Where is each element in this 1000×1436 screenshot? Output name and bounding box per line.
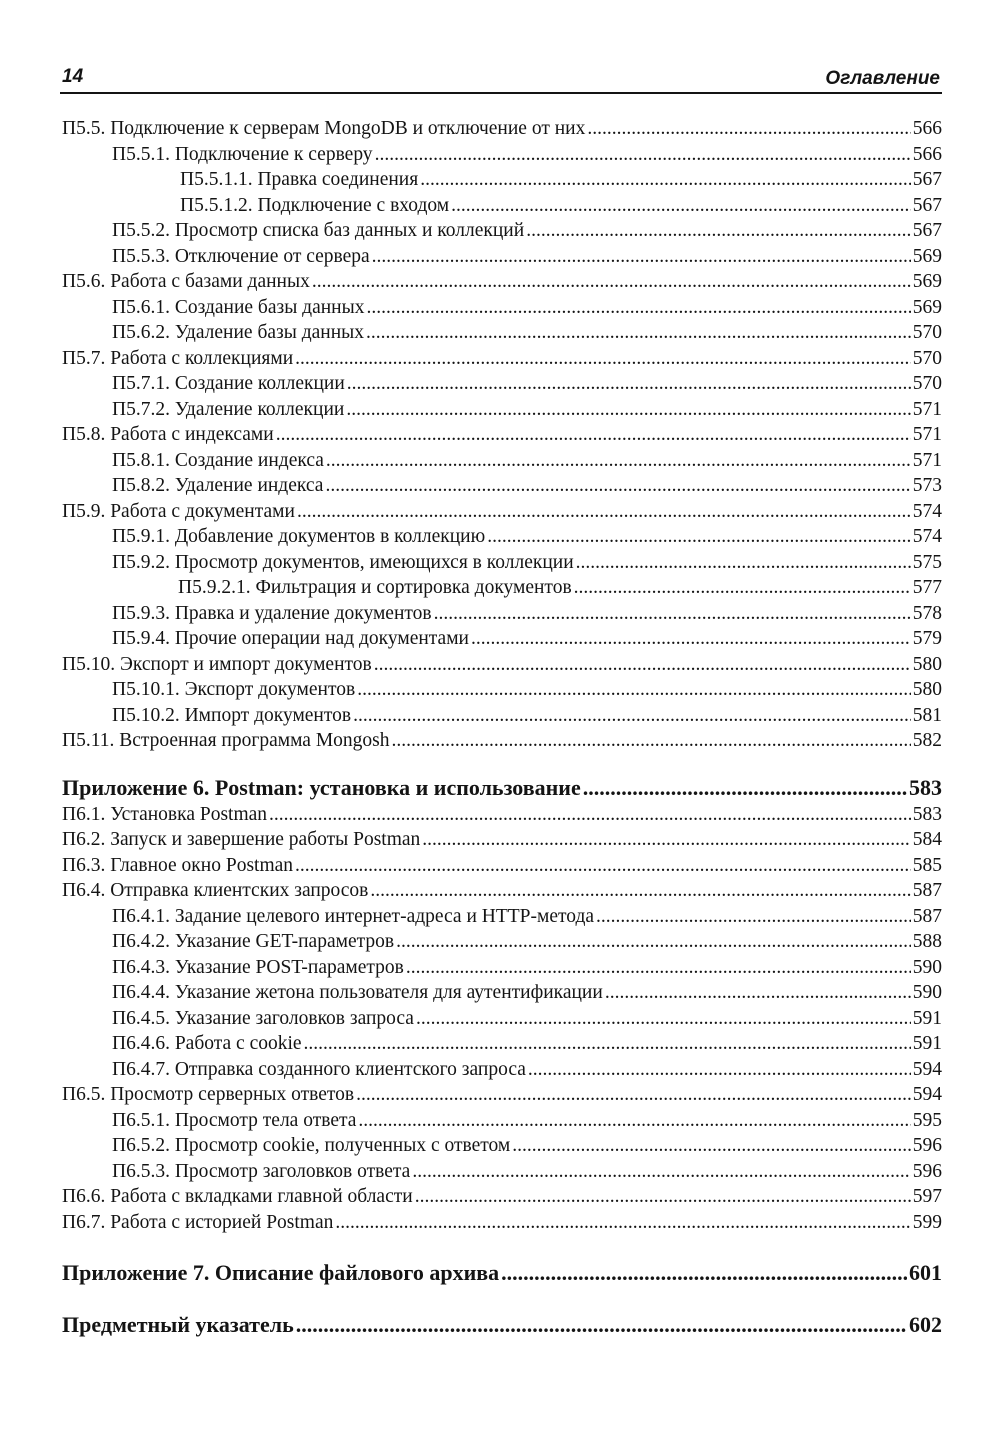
leader-dots (356, 1082, 911, 1108)
toc-entry-label: П5.5.1.1. Правка соединения (180, 169, 419, 190)
toc-entry-page: 570 (912, 373, 942, 394)
toc-entry-label: П5.10. Экспорт и импорт документов (62, 653, 372, 675)
toc-entry-label: П5.5.1. Подключение к серверу (112, 143, 373, 165)
leader-dots (406, 955, 911, 981)
toc-entry-page: 591 (912, 1033, 942, 1054)
toc-entry-label: П6.7. Работа с историей Postman (62, 1211, 334, 1233)
toc-entry-label: П6.5.1. Просмотр тела ответа (112, 1109, 357, 1131)
leader-dots (353, 703, 911, 729)
toc-entry-page: 583 (909, 774, 942, 800)
leader-dots (392, 728, 911, 754)
toc-entry-page: 597 (912, 1186, 942, 1207)
leader-dots (297, 499, 911, 525)
leader-dots (501, 1259, 907, 1287)
leader-dots (366, 320, 911, 346)
leader-dots (295, 346, 911, 372)
leader-dots (412, 1159, 910, 1185)
toc-entry[interactable] (62, 1184, 942, 1210)
toc-entry-page: 591 (912, 1007, 942, 1029)
leader-dots (304, 1031, 911, 1057)
toc-entry[interactable] (62, 878, 942, 904)
leader-dots (416, 1006, 911, 1032)
leader-dots (276, 422, 911, 448)
toc-entry-page: 590 (912, 956, 942, 978)
toc-entry[interactable] (62, 626, 942, 652)
toc-entry-label: П6.4.6. Работа с cookie (112, 1033, 302, 1054)
toc-entry-page: 596 (912, 1135, 942, 1156)
toc-entry-page: 582 (912, 730, 942, 751)
toc-entry-label: П5.9.3. Правка и удаление документов (112, 602, 432, 624)
toc-section-p5 (62, 116, 942, 754)
toc-entry-page: 577 (912, 577, 942, 598)
leader-dots (415, 1184, 911, 1210)
toc-entry[interactable] (62, 955, 942, 981)
leader-dots (312, 269, 911, 295)
toc-entry-page: 595 (912, 1109, 942, 1131)
toc-section-p6 (62, 802, 942, 1236)
toc-entry-page: 590 (912, 982, 942, 1003)
toc-entry[interactable] (62, 703, 942, 729)
toc-entry-page: 569 (912, 296, 942, 318)
leader-dots (347, 371, 911, 397)
toc-entry-label: П5.9.4. Прочие операции над документами (112, 628, 469, 649)
toc-entry-label: П5.10.2. Импорт документов (112, 704, 352, 726)
toc-entry[interactable] (62, 448, 942, 474)
toc-entry[interactable] (62, 295, 942, 321)
toc-entry[interactable] (62, 904, 942, 930)
toc-entry-label: П6.2. Запуск и завершение работы Postman (62, 829, 421, 850)
page-number: 14 (62, 66, 84, 87)
toc-entry[interactable] (62, 167, 942, 193)
leader-dots (605, 980, 911, 1006)
table-of-contents (62, 116, 942, 1339)
leader-dots (366, 295, 910, 321)
toc-entry[interactable] (62, 473, 942, 499)
leader-dots (512, 1133, 911, 1159)
leader-dots (295, 853, 911, 879)
running-title: Оглавление (825, 68, 940, 89)
leader-dots (420, 167, 911, 193)
toc-entry-label: П6.4.1. Задание целевого интернет-адреса и HTTP-метода (112, 905, 595, 927)
toc-entry-label: П6.3. Главное окно Postman (62, 854, 294, 876)
toc-entry-page: 583 (912, 803, 942, 825)
toc-entry-page: 596 (912, 1160, 942, 1182)
toc-entry-page: 569 (912, 245, 942, 267)
leader-dots (335, 1210, 910, 1236)
toc-appendix-6[interactable] (62, 774, 942, 802)
toc-entry-page: 594 (912, 1084, 942, 1105)
toc-entry-label: П6.4.4. Указание жетона пользователя для аутентификации (112, 982, 603, 1003)
toc-entry-label: П5.9.2. Просмотр документов, имеющихся в коллекции (112, 551, 574, 573)
toc-entry[interactable] (62, 142, 942, 168)
toc-entry-label: Приложение 6. Postman: установка и использование (62, 774, 581, 800)
toc-entry[interactable] (62, 1159, 942, 1185)
toc-entry-page: 594 (912, 1058, 942, 1080)
leader-dots (528, 1057, 911, 1083)
leader-dots (574, 575, 911, 601)
leader-dots (451, 193, 911, 219)
leader-dots (587, 116, 910, 142)
toc-entry[interactable] (62, 550, 942, 576)
toc-entry[interactable] (62, 1082, 942, 1108)
toc-entry-label: П5.7. Работа с коллекциями (62, 347, 294, 369)
toc-entry-page: 584 (912, 829, 942, 850)
toc-entry-label: П5.9.2.1. Фильтрация и сортировка документов (178, 577, 572, 598)
toc-entry-page: 581 (912, 704, 942, 726)
leader-dots (357, 677, 911, 703)
toc-entry-page: 566 (912, 118, 942, 139)
toc-entry[interactable] (62, 728, 942, 754)
toc-entry[interactable] (62, 193, 942, 219)
toc-entry-page: 587 (912, 905, 942, 927)
toc-entry-page: 599 (912, 1211, 942, 1233)
leader-dots (596, 904, 911, 930)
toc-entry-label: П5.7.1. Создание коллекции (112, 373, 345, 394)
toc-entry[interactable] (62, 346, 942, 372)
toc-entry-page: 580 (912, 679, 942, 700)
toc-entry[interactable] (62, 1057, 942, 1083)
leader-dots (471, 626, 911, 652)
toc-entry-label: П6.4.3. Указание POST-параметров (112, 956, 404, 978)
leader-dots (326, 448, 911, 474)
leader-dots (526, 218, 911, 244)
toc-entry[interactable] (62, 499, 942, 525)
page-header (60, 62, 942, 94)
leader-dots (358, 1108, 910, 1134)
toc-entry-label: П6.4.5. Указание заголовков запроса (112, 1007, 414, 1029)
toc-entry-page: 570 (912, 347, 942, 369)
toc-entry-label: П5.5. Подключение к серверам MongoDB и отключение от них (62, 118, 586, 139)
toc-entry[interactable] (62, 929, 942, 955)
toc-entry[interactable] (62, 1108, 942, 1134)
toc-entry-page: 567 (912, 220, 942, 241)
leader-dots (374, 652, 911, 678)
toc-entry[interactable] (62, 827, 942, 853)
toc-entry-page: 569 (912, 271, 942, 292)
toc-entry-label: Предметный указатель (62, 1312, 294, 1337)
toc-entry-page: 570 (912, 322, 942, 343)
leader-dots (269, 802, 911, 828)
toc-entry[interactable] (62, 980, 942, 1006)
toc-entry[interactable] (62, 1031, 942, 1057)
toc-entry[interactable] (62, 524, 942, 550)
toc-entry[interactable] (62, 397, 942, 423)
toc-entry-page: 578 (912, 602, 942, 624)
toc-entry[interactable] (62, 652, 942, 678)
leader-dots (346, 397, 910, 423)
toc-entry-label: П5.8. Работа с индексами (62, 424, 274, 445)
toc-entry-label: П5.6.1. Создание базы данных (112, 296, 365, 318)
toc-entry[interactable] (62, 371, 942, 397)
toc-entry-page: 567 (912, 194, 942, 216)
toc-entry-page: 571 (912, 398, 942, 420)
toc-entry[interactable] (62, 575, 942, 601)
leader-dots (372, 244, 911, 270)
toc-entry[interactable] (62, 802, 942, 828)
toc-entry-label: П5.10.1. Экспорт документов (112, 679, 356, 700)
toc-entry-label: П6.4.7. Отправка созданного клиентского запроса (112, 1058, 526, 1080)
toc-entry[interactable] (62, 269, 942, 295)
toc-entry[interactable] (62, 320, 942, 346)
toc-entry-page: 567 (912, 169, 942, 190)
toc-entry[interactable] (62, 422, 942, 448)
toc-entry-label: П5.7.2. Удаление коллекции (112, 398, 345, 420)
toc-entry-page: 574 (912, 500, 942, 522)
toc-entry-label: П6.1. Установка Postman (62, 803, 268, 825)
toc-entry-label: П5.6.2. Удаление базы данных (112, 322, 364, 343)
toc-entry-page: 588 (912, 931, 942, 952)
toc-entry-label: П5.9. Работа с документами (62, 500, 295, 522)
toc-entry-page: 566 (912, 143, 942, 165)
toc-entry-label: П5.8.2. Удаление индекса (112, 475, 324, 496)
toc-entry-page: 571 (912, 424, 942, 445)
toc-entry-label: П5.6. Работа с базами данных (62, 271, 310, 292)
leader-dots (434, 601, 911, 627)
toc-entry-label: П6.6. Работа с вкладками главной области (62, 1186, 413, 1207)
toc-entry-label: П6.5.2. Просмотр cookie, полученных с ответом (112, 1135, 511, 1156)
leader-dots (296, 1311, 907, 1339)
toc-entry-page: 579 (912, 628, 942, 649)
toc-entry[interactable] (62, 244, 942, 270)
toc-entry-label: Приложение 7. Описание файлового архива (62, 1260, 500, 1285)
leader-dots (487, 524, 911, 550)
toc-entry[interactable] (62, 1006, 942, 1032)
toc-entry-page: 574 (912, 526, 942, 547)
toc-entry-label: П5.5.1.2. Подключение с входом (180, 194, 450, 216)
toc-entry[interactable] (62, 601, 942, 627)
toc-entry-label: П5.5.2. Просмотр списка баз данных и коллекций (112, 220, 525, 241)
toc-entry[interactable] (62, 1133, 942, 1159)
toc-entry-label: П5.11. Встроенная программа Mongosh (62, 730, 390, 751)
toc-entry[interactable] (62, 116, 942, 142)
toc-entry-page: 571 (912, 449, 942, 471)
toc-entry[interactable] (62, 1210, 942, 1236)
leader-dots (370, 878, 910, 904)
toc-entry-page: 585 (912, 854, 942, 876)
toc-entry[interactable] (62, 853, 942, 879)
toc-entry[interactable] (62, 677, 942, 703)
toc-entry-label: П6.5. Просмотр серверных ответов (62, 1084, 355, 1105)
toc-entry-page: 602 (909, 1312, 942, 1337)
toc-entry-page: 573 (912, 475, 942, 496)
toc-entry-page: 601 (909, 1260, 942, 1285)
leader-dots (583, 774, 907, 802)
leader-dots (576, 550, 911, 576)
toc-entry-page: 587 (912, 880, 942, 901)
toc-entry-label: П6.5.3. Просмотр заголовков ответа (112, 1160, 411, 1182)
toc-entry-page: 575 (912, 551, 942, 573)
toc-entry-label: П6.4. Отправка клиентских запросов (62, 880, 369, 901)
leader-dots (396, 929, 911, 955)
toc-entry-label: П6.4.2. Указание GET-параметров (112, 931, 395, 952)
leader-dots (375, 142, 911, 168)
leader-dots (325, 473, 910, 499)
toc-entry-page: 580 (912, 653, 942, 675)
toc-entry-label: П5.5.3. Отключение от сервера (112, 245, 370, 267)
toc-entry[interactable] (62, 218, 942, 244)
toc-entry-label: П5.9.1. Добавление документов в коллекцию (112, 526, 486, 547)
toc-appendix-7[interactable] (62, 1259, 942, 1287)
toc-entry-label: П5.8.1. Создание индекса (112, 449, 324, 471)
leader-dots (422, 827, 910, 853)
toc-subject-index[interactable] (62, 1311, 942, 1339)
